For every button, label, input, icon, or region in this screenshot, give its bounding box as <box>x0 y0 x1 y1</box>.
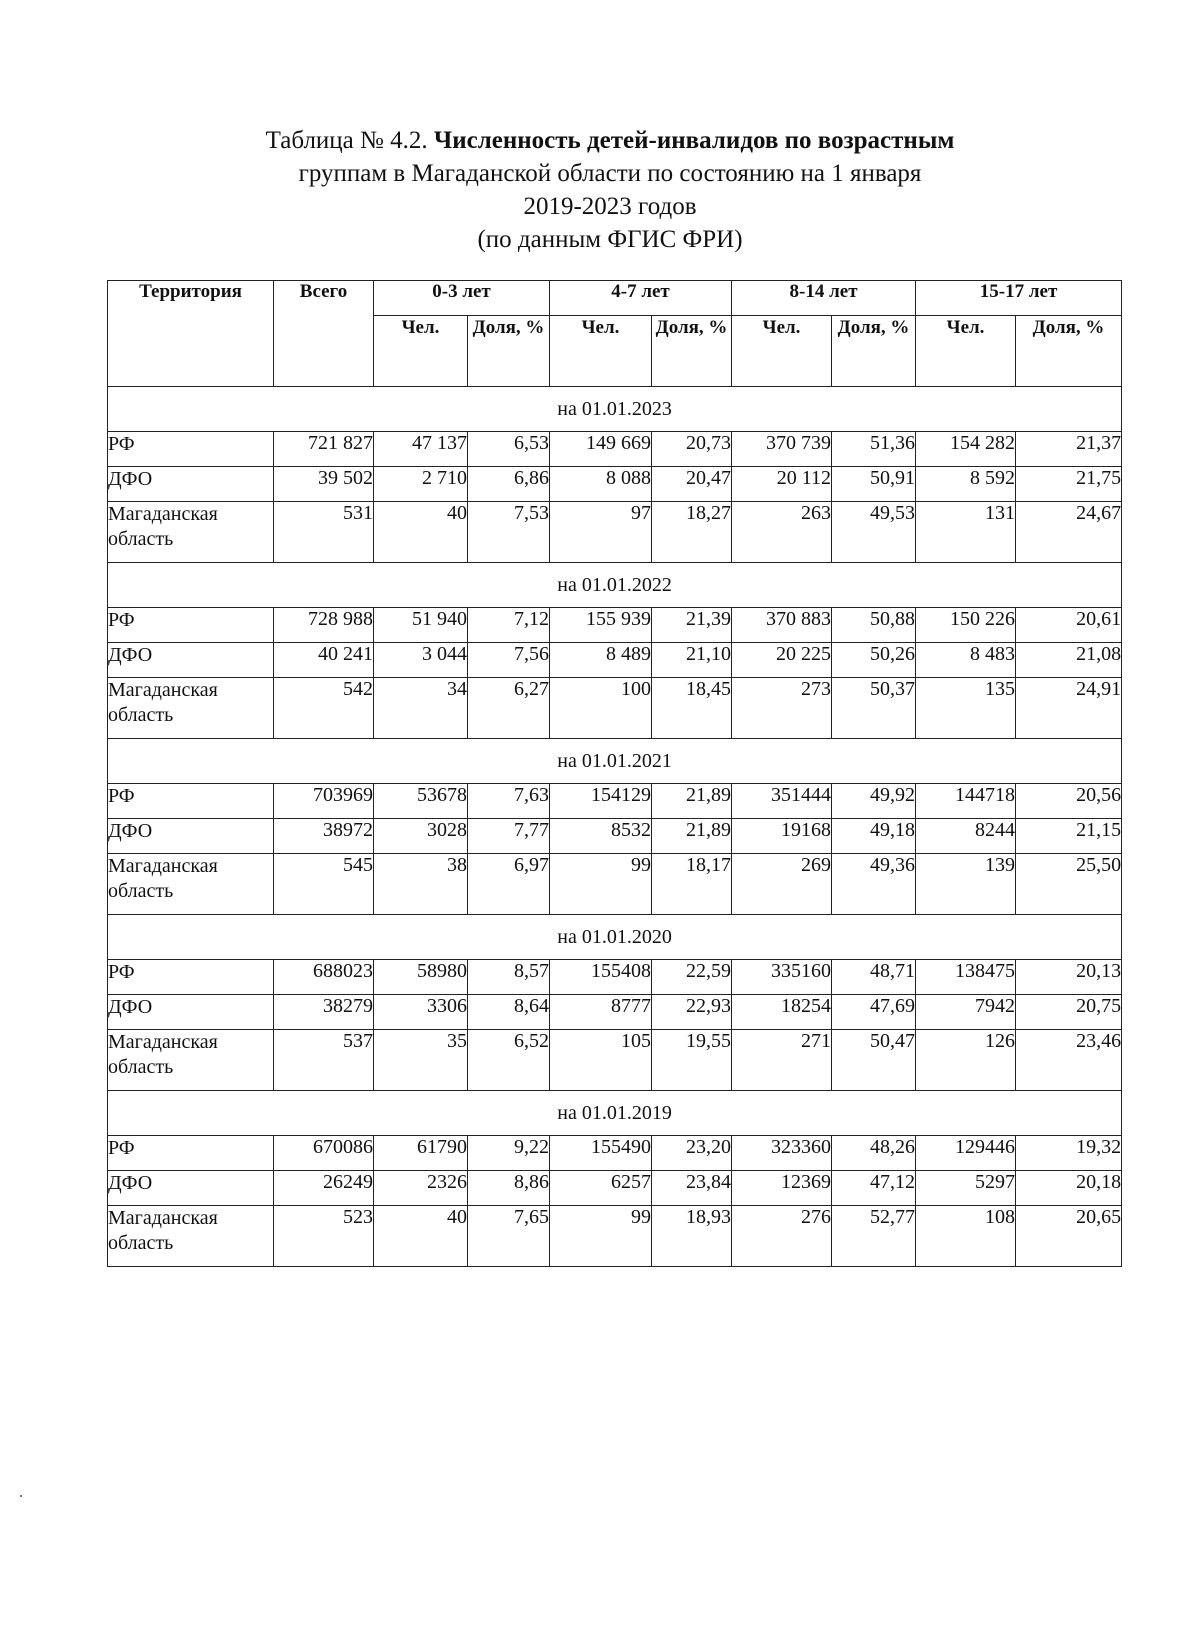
value-cell: 18,17 <box>652 854 732 915</box>
value-cell: 20,65 <box>1016 1206 1122 1267</box>
value-cell: 728 988 <box>274 608 374 643</box>
value-cell: 38972 <box>274 819 374 854</box>
value-cell: 53678 <box>374 784 468 819</box>
table-row <box>108 819 1122 854</box>
value-cell: 9,22 <box>468 1136 550 1171</box>
table-row <box>108 854 1122 915</box>
value-cell: 126 <box>916 1030 1016 1091</box>
header-age-group: 15-17 лет <box>916 281 1122 316</box>
value-cell: 18,45 <box>652 678 732 739</box>
value-cell: 8244 <box>916 819 1016 854</box>
value-cell: 155490 <box>550 1136 652 1171</box>
table-caption-line-1 <box>110 124 1110 157</box>
value-cell: 12369 <box>732 1171 832 1206</box>
territory-name: Магаданская область <box>108 678 274 739</box>
table-title-part-1: Численность детей-инвалидов по возрастным <box>433 127 955 154</box>
value-cell: 22,59 <box>652 960 732 995</box>
value-cell: 21,39 <box>652 608 732 643</box>
value-cell: 271 <box>732 1030 832 1091</box>
value-cell: 131 <box>916 502 1016 563</box>
territory-name: РФ <box>108 784 274 819</box>
value-cell: 61790 <box>374 1136 468 1171</box>
value-cell: 21,75 <box>1016 467 1122 502</box>
value-cell: 144718 <box>916 784 1016 819</box>
value-cell: 38 <box>374 854 468 915</box>
table-row <box>108 784 1122 819</box>
value-cell: 150 226 <box>916 608 1016 643</box>
value-cell: 269 <box>732 854 832 915</box>
value-cell: 20,61 <box>1016 608 1122 643</box>
value-cell: 38279 <box>274 995 374 1030</box>
value-cell: 537 <box>274 1030 374 1091</box>
value-cell: 51,36 <box>832 432 916 467</box>
value-cell: 26249 <box>274 1171 374 1206</box>
value-cell: 50,88 <box>832 608 916 643</box>
value-cell: 47 137 <box>374 432 468 467</box>
territory-name: ДФО <box>108 1171 274 1206</box>
table-row <box>108 678 1122 739</box>
value-cell: 273 <box>732 678 832 739</box>
value-cell: 154 282 <box>916 432 1016 467</box>
header-age-group: 8-14 лет <box>732 281 916 316</box>
value-cell: 39 502 <box>274 467 374 502</box>
section-row <box>108 739 1122 784</box>
value-cell: 2326 <box>374 1171 468 1206</box>
value-cell: 670086 <box>274 1136 374 1171</box>
table-header <box>108 281 1122 387</box>
value-cell: 7,56 <box>468 643 550 678</box>
table-row <box>108 502 1122 563</box>
value-cell: 20 112 <box>732 467 832 502</box>
table-body <box>108 387 1122 1267</box>
value-cell: 20,73 <box>652 432 732 467</box>
section-date: на 01.01.2023 <box>108 387 1122 432</box>
value-cell: 154129 <box>550 784 652 819</box>
value-cell: 8,86 <box>468 1171 550 1206</box>
value-cell: 523 <box>274 1206 374 1267</box>
value-cell: 21,10 <box>652 643 732 678</box>
value-cell: 49,18 <box>832 819 916 854</box>
header-row-groups <box>108 281 1122 316</box>
value-cell: 19,32 <box>1016 1136 1122 1171</box>
table-row <box>108 1030 1122 1091</box>
header-age-group: 0-3 лет <box>374 281 550 316</box>
value-cell: 50,26 <box>832 643 916 678</box>
value-cell: 35 <box>374 1030 468 1091</box>
value-cell: 20 225 <box>732 643 832 678</box>
table-title-part-3: 2019-2023 годов <box>523 193 697 220</box>
value-cell: 8 483 <box>916 643 1016 678</box>
value-cell: 19,55 <box>652 1030 732 1091</box>
value-cell: 6,52 <box>468 1030 550 1091</box>
value-cell: 99 <box>550 854 652 915</box>
header-share: Доля, % <box>468 316 550 387</box>
value-cell: 155 939 <box>550 608 652 643</box>
value-cell: 49,36 <box>832 854 916 915</box>
header-age-group: 4-7 лет <box>550 281 732 316</box>
value-cell: 47,69 <box>832 995 916 1030</box>
value-cell: 323360 <box>732 1136 832 1171</box>
table-row <box>108 960 1122 995</box>
table-row <box>108 995 1122 1030</box>
value-cell: 6257 <box>550 1171 652 1206</box>
section-date: на 01.01.2019 <box>108 1091 1122 1136</box>
value-cell: 138475 <box>916 960 1016 995</box>
table-source-note: (по данным ФГИС ФРИ) <box>477 226 743 253</box>
value-cell: 97 <box>550 502 652 563</box>
scan-speck <box>20 1495 22 1497</box>
section-row <box>108 1091 1122 1136</box>
value-cell: 50,37 <box>832 678 916 739</box>
territory-name: РФ <box>108 608 274 643</box>
section-date: на 01.01.2021 <box>108 739 1122 784</box>
value-cell: 6,27 <box>468 678 550 739</box>
territory-name: Магаданская область <box>108 1206 274 1267</box>
territory-name: Магаданская область <box>108 502 274 563</box>
value-cell: 21,37 <box>1016 432 1122 467</box>
value-cell: 20,18 <box>1016 1171 1122 1206</box>
value-cell: 335160 <box>732 960 832 995</box>
value-cell: 8 489 <box>550 643 652 678</box>
value-cell: 8,57 <box>468 960 550 995</box>
table-row <box>108 643 1122 678</box>
territory-name: ДФО <box>108 819 274 854</box>
value-cell: 47,12 <box>832 1171 916 1206</box>
header-share: Доля, % <box>1016 316 1122 387</box>
value-cell: 129446 <box>916 1136 1016 1171</box>
header-count: Чел. <box>550 316 652 387</box>
value-cell: 3028 <box>374 819 468 854</box>
value-cell: 20,47 <box>652 467 732 502</box>
value-cell: 20,75 <box>1016 995 1122 1030</box>
value-cell: 21,89 <box>652 819 732 854</box>
header-share: Доля, % <box>652 316 732 387</box>
value-cell: 276 <box>732 1206 832 1267</box>
value-cell: 6,53 <box>468 432 550 467</box>
value-cell: 21,15 <box>1016 819 1122 854</box>
value-cell: 703969 <box>274 784 374 819</box>
value-cell: 3306 <box>374 995 468 1030</box>
value-cell: 721 827 <box>274 432 374 467</box>
value-cell: 52,77 <box>832 1206 916 1267</box>
value-cell: 149 669 <box>550 432 652 467</box>
value-cell: 8 592 <box>916 467 1016 502</box>
value-cell: 139 <box>916 854 1016 915</box>
section-row <box>108 563 1122 608</box>
value-cell: 3 044 <box>374 643 468 678</box>
section-row <box>108 915 1122 960</box>
section-row <box>108 387 1122 432</box>
value-cell: 40 241 <box>274 643 374 678</box>
territory-name: РФ <box>108 432 274 467</box>
value-cell: 105 <box>550 1030 652 1091</box>
value-cell: 34 <box>374 678 468 739</box>
value-cell: 48,71 <box>832 960 916 995</box>
table-row <box>108 467 1122 502</box>
territory-name: ДФО <box>108 643 274 678</box>
value-cell: 100 <box>550 678 652 739</box>
value-cell: 18,27 <box>652 502 732 563</box>
children-disability-table <box>107 280 1122 1267</box>
value-cell: 8532 <box>550 819 652 854</box>
section-date: на 01.01.2020 <box>108 915 1122 960</box>
value-cell: 21,89 <box>652 784 732 819</box>
value-cell: 24,67 <box>1016 502 1122 563</box>
value-cell: 40 <box>374 502 468 563</box>
value-cell: 2 710 <box>374 467 468 502</box>
value-cell: 58980 <box>374 960 468 995</box>
value-cell: 50,91 <box>832 467 916 502</box>
value-cell: 24,91 <box>1016 678 1122 739</box>
value-cell: 8777 <box>550 995 652 1030</box>
value-cell: 23,20 <box>652 1136 732 1171</box>
header-total: Всего <box>274 281 374 387</box>
value-cell: 49,53 <box>832 502 916 563</box>
value-cell: 370 739 <box>732 432 832 467</box>
value-cell: 18254 <box>732 995 832 1030</box>
table-row <box>108 432 1122 467</box>
header-count: Чел. <box>374 316 468 387</box>
value-cell: 108 <box>916 1206 1016 1267</box>
value-cell: 22,93 <box>652 995 732 1030</box>
table-number: Таблица № 4.2. <box>265 127 434 154</box>
value-cell: 545 <box>274 854 374 915</box>
table-row <box>108 1206 1122 1267</box>
value-cell: 8 088 <box>550 467 652 502</box>
territory-name: ДФО <box>108 995 274 1030</box>
table-row <box>108 1136 1122 1171</box>
value-cell: 48,26 <box>832 1136 916 1171</box>
value-cell: 155408 <box>550 960 652 995</box>
value-cell: 23,84 <box>652 1171 732 1206</box>
territory-name: Магаданская область <box>108 1030 274 1091</box>
value-cell: 25,50 <box>1016 854 1122 915</box>
table-title-part-2: группам в Магаданской области по состоянию на 1 января <box>298 160 922 187</box>
value-cell: 18,93 <box>652 1206 732 1267</box>
table-row <box>108 1171 1122 1206</box>
value-cell: 370 883 <box>732 608 832 643</box>
value-cell: 5297 <box>916 1171 1016 1206</box>
value-cell: 531 <box>274 502 374 563</box>
value-cell: 6,97 <box>468 854 550 915</box>
value-cell: 51 940 <box>374 608 468 643</box>
value-cell: 6,86 <box>468 467 550 502</box>
value-cell: 7,77 <box>468 819 550 854</box>
territory-name: РФ <box>108 960 274 995</box>
section-date: на 01.01.2022 <box>108 563 1122 608</box>
value-cell: 21,08 <box>1016 643 1122 678</box>
value-cell: 7,63 <box>468 784 550 819</box>
value-cell: 23,46 <box>1016 1030 1122 1091</box>
value-cell: 7,65 <box>468 1206 550 1267</box>
value-cell: 50,47 <box>832 1030 916 1091</box>
value-cell: 8,64 <box>468 995 550 1030</box>
value-cell: 19168 <box>732 819 832 854</box>
value-cell: 263 <box>732 502 832 563</box>
value-cell: 40 <box>374 1206 468 1267</box>
territory-name: РФ <box>108 1136 274 1171</box>
value-cell: 135 <box>916 678 1016 739</box>
value-cell: 7942 <box>916 995 1016 1030</box>
table-row <box>108 608 1122 643</box>
header-count: Чел. <box>916 316 1016 387</box>
header-share: Доля, % <box>832 316 916 387</box>
header-count: Чел. <box>732 316 832 387</box>
header-territory: Территория <box>108 281 274 387</box>
value-cell: 351444 <box>732 784 832 819</box>
value-cell: 99 <box>550 1206 652 1267</box>
value-cell: 7,53 <box>468 502 550 563</box>
territory-name: Магаданская область <box>108 854 274 915</box>
value-cell: 49,92 <box>832 784 916 819</box>
value-cell: 20,13 <box>1016 960 1122 995</box>
value-cell: 542 <box>274 678 374 739</box>
value-cell: 20,56 <box>1016 784 1122 819</box>
territory-name: ДФО <box>108 467 274 502</box>
value-cell: 7,12 <box>468 608 550 643</box>
value-cell: 688023 <box>274 960 374 995</box>
